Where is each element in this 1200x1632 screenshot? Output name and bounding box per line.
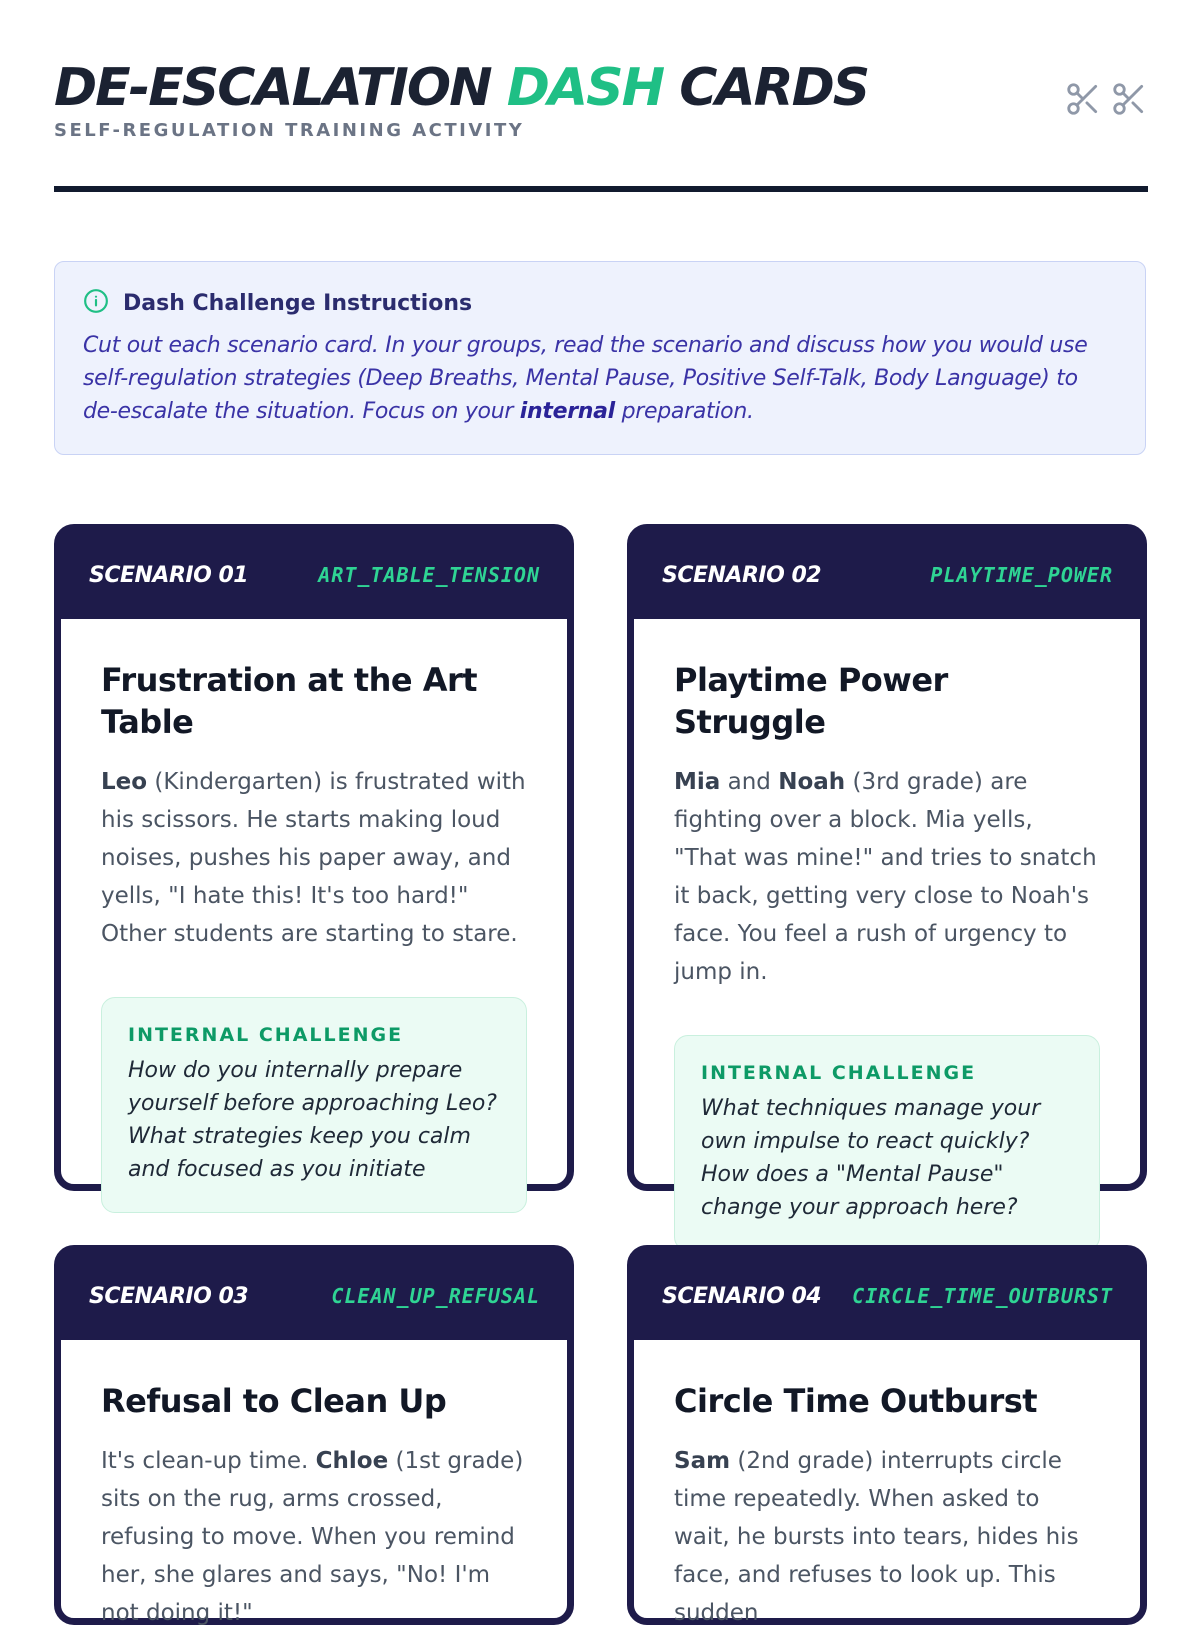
title-accent: DASH xyxy=(506,58,664,118)
card-header xyxy=(634,531,1140,619)
card-header xyxy=(61,531,567,619)
page-header xyxy=(54,56,1148,141)
student-name: Leo xyxy=(101,769,148,795)
card-title: Playtime Power Struggle xyxy=(674,661,948,741)
student-name-2: Noah xyxy=(778,769,846,795)
scissors-icon xyxy=(1064,80,1102,123)
challenge-text: What techniques manage your own impulse to react quickly? How does a "Mental Pause" change your approach here? xyxy=(701,1096,1041,1220)
card-header xyxy=(61,1252,567,1340)
instructions-box xyxy=(54,261,1146,455)
card-title: Refusal to Clean Up xyxy=(101,1382,447,1420)
card-text xyxy=(101,1442,527,1632)
scenario-description: (3rd grade) are fighting over a block. Mia yells, "That was mine!" and tries to snatch it back, getting very close to Noah's face. You feel a rush of urgency to jump in. xyxy=(674,769,1097,985)
challenge-label: INTERNAL CHALLENGE xyxy=(701,1062,977,1084)
scenario-description: (Kindergarten) is frustrated with his scissors. He starts making loud noises, pushes his paper away, and yells, "I hate this! It's too hard!" Other students are starting to stare. xyxy=(101,769,526,947)
page-title xyxy=(54,56,1148,120)
card-number: SCENARIO 03 xyxy=(89,1283,249,1309)
scissors-icon xyxy=(1110,80,1148,123)
page-subtitle: SELF-REGULATION TRAINING ACTIVITY xyxy=(54,120,525,141)
student-name: Mia xyxy=(674,769,721,795)
instructions-text xyxy=(83,329,1117,428)
name-joiner: and xyxy=(720,769,779,795)
card-header xyxy=(634,1252,1140,1340)
internal-challenge-box xyxy=(101,997,527,1213)
title-part-1: DE-ESCALATION xyxy=(54,58,507,118)
card-text xyxy=(101,763,527,953)
scenario-description: (2nd grade) interrupts circle time repeatedly. When asked to wait, he bursts into tears, hides his face, and refuses to look up. This sudden xyxy=(674,1448,1079,1626)
card-tag: PLAYTIME_POWER xyxy=(930,563,1113,587)
scissors-icons xyxy=(1064,80,1148,123)
scenario-card-04 xyxy=(627,1245,1147,1625)
challenge-label: INTERNAL CHALLENGE xyxy=(128,1024,404,1046)
card-tag: ART_TABLE_TENSION xyxy=(318,563,540,587)
card-text xyxy=(674,1442,1100,1632)
card-title: Circle Time Outburst xyxy=(674,1382,1038,1420)
card-title: Frustration at the Art Table xyxy=(101,661,478,741)
card-tag: CLEAN_UP_REFUSAL xyxy=(331,1284,540,1308)
student-name: Chloe xyxy=(315,1448,389,1474)
header-divider xyxy=(54,186,1148,192)
info-icon xyxy=(83,288,109,319)
scenario-card-03 xyxy=(54,1245,574,1625)
instructions-text-before: Cut out each scenario card. In your groups, read the scenario and discuss how you would use self-regulation strategies (Deep Breaths, Mental Pause, Positive Self-Talk, Body Language) to de-escalate the situation. Focus on your xyxy=(83,333,1088,424)
challenge-text: How do you internally prepare yourself before approaching Leo? What strategies keep you calm and focused as you initiate xyxy=(128,1058,497,1182)
card-number: SCENARIO 02 xyxy=(662,562,822,588)
card-number: SCENARIO 01 xyxy=(89,562,249,588)
card-number: SCENARIO 04 xyxy=(662,1283,822,1309)
student-name: Sam xyxy=(674,1448,731,1474)
instructions-text-after: preparation. xyxy=(614,399,754,424)
scenario-card-02 xyxy=(627,524,1147,1220)
scenario-description: (1st grade) sits on the rug, arms crossed, refusing to move. When you remind her, she glares and says, "No! I'm not doing it!" xyxy=(101,1448,524,1626)
title-part-2: CARDS xyxy=(663,58,869,118)
scenario-intro: It's clean-up time. xyxy=(101,1448,316,1474)
card-tag: CIRCLE_TIME_OUTBURST xyxy=(852,1284,1113,1308)
instructions-title: Dash Challenge Instructions xyxy=(123,291,473,316)
card-text xyxy=(674,763,1100,991)
instructions-text-bold: internal xyxy=(519,399,615,424)
internal-challenge-box xyxy=(674,1035,1100,1251)
scenario-card-01 xyxy=(54,524,574,1191)
